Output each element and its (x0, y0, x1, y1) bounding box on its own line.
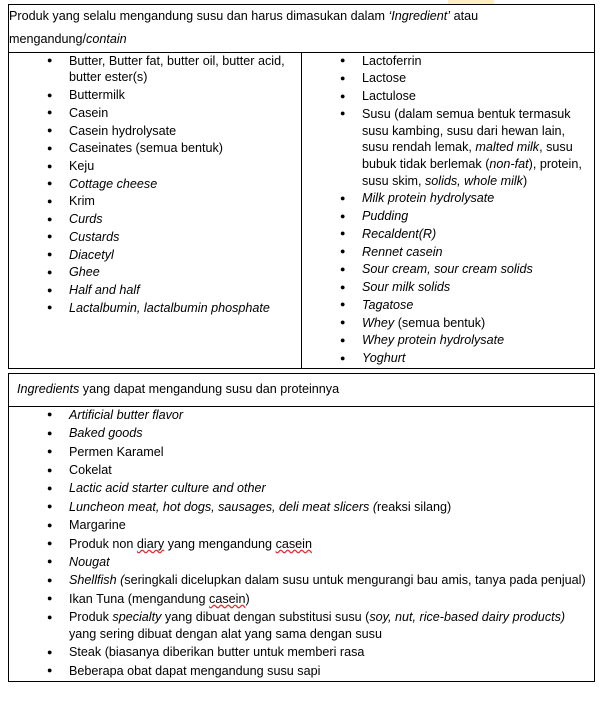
section1-right-item-text: Yoghurt (362, 351, 406, 366)
section2-item-text: Baked goods (69, 426, 143, 441)
list-item (47, 87, 301, 104)
section2-item-text: Beberapa obat dapat mengandung susu sapi (69, 663, 321, 678)
italic-run: Luncheon meat, hot dogs, sausages, deli meat slicers ( (69, 499, 378, 514)
section2-list (9, 407, 594, 680)
list-item (340, 226, 594, 243)
section1-left-item-text: Half and half (69, 283, 140, 298)
section1-left-item-text: Buttermilk (69, 88, 125, 103)
list-item (47, 462, 594, 479)
list-item (340, 53, 594, 70)
section1-right-item-text: Milk protein hydrolysate (362, 191, 495, 206)
list-item (340, 88, 594, 105)
section2-item-text: Produk specialty yang dibuat dengan substitusi susu (soy, nut, rice-based dairy products) yang sering dibuat dengan alat yang sama dengan susu (69, 610, 566, 641)
list-item (340, 244, 594, 261)
italic-run: solids, whole milk (424, 173, 523, 188)
spellcheck-run: casein (209, 591, 246, 606)
list-item (340, 279, 594, 296)
italic-run: non-fat (489, 157, 529, 171)
section1-left-item-text: Lactalbumin, lactalbumin phosphate (69, 300, 270, 315)
section2-item-text: Nougat (69, 554, 110, 569)
section2-item-text: Luncheon meat, hot dogs, sausages, deli meat slicers (reaksi silang) (69, 499, 452, 514)
list-item (47, 105, 301, 122)
list-item (340, 332, 594, 349)
list-item (47, 663, 594, 680)
italic-run: soy, nut, rice-based dairy products) (369, 610, 566, 625)
section1-left-item-text: Diacetyl (69, 247, 114, 262)
list-item (47, 572, 594, 589)
list-item (47, 554, 594, 571)
section2-header-row (9, 373, 595, 406)
section2-item-text: Margarine (69, 518, 126, 533)
list-item (47, 536, 594, 553)
section1-right-column-cell (302, 52, 595, 368)
section1-left-item-text: Butter, Butter fat, butter oil, butter acid, butter ester(s) (69, 53, 285, 85)
section2-item-text: Permen Karamel (69, 444, 164, 459)
section1-right-item-text: Pudding (362, 209, 409, 224)
list-item (47, 53, 301, 86)
section1-left-item-text: Casein hydrolysate (69, 123, 177, 138)
list-item (47, 444, 594, 461)
section1-right-item-text: Whey protein hydrolysate (362, 333, 505, 348)
list-item (47, 211, 301, 228)
section1-right-list (302, 53, 594, 367)
section2-header-text-2: yang dapat mengandung susu dan proteinnya (79, 381, 340, 396)
section1-right-item-text: Recaldent(R) (362, 226, 437, 241)
list-item (47, 499, 594, 516)
section1-left-item-text: Ghee (69, 265, 100, 280)
list-item (47, 517, 594, 534)
list-item (47, 480, 594, 497)
section2-item-text: Lactic acid starter culture and other (69, 481, 266, 496)
section1-left-item-text: Curds (69, 212, 103, 227)
list-item (47, 123, 301, 140)
list-item (340, 315, 594, 332)
section1-left-column-cell (9, 52, 302, 368)
section1-left-list (9, 53, 301, 317)
section2-header-cell (9, 373, 595, 406)
section1-left-item-text: Custards (69, 229, 120, 244)
section1-right-item-text: Sour milk solids (362, 280, 451, 295)
list-item (340, 350, 594, 367)
section2-item-text: Produk non diary yang mengandung casein (69, 536, 312, 551)
section2-list-cell (9, 406, 595, 681)
list-item (47, 193, 301, 210)
section1-left-item-text: Casein (69, 105, 109, 120)
section1-header-row (9, 5, 595, 53)
section1-right-item-text: Whey (semua bentuk) (362, 315, 486, 330)
always-contains-milk-table (8, 4, 595, 369)
section1-left-item-text: Caseinates (semua bentuk) (69, 141, 224, 156)
section2-item-text: Artificial butter flavor (69, 407, 184, 422)
section1-right-item-text: Lactose (362, 71, 407, 86)
spellcheck-run: casein (275, 536, 312, 551)
list-item (47, 644, 594, 661)
italic-run: Whey (362, 315, 395, 330)
list-item (47, 264, 301, 281)
list-item (340, 70, 594, 87)
section1-left-item-text: Cottage cheese (69, 176, 158, 191)
section1-left-item-text: Keju (69, 159, 95, 173)
italic-run: Shellfish ( (69, 573, 125, 588)
list-item (47, 229, 301, 246)
section1-header-cell (9, 5, 595, 53)
section1-list-row (9, 52, 595, 368)
list-item (47, 591, 594, 608)
list-item (47, 425, 594, 442)
section2-header-text-1: Ingredients (17, 381, 80, 396)
list-item (340, 208, 594, 225)
section2-item-text: Cokelat (69, 463, 112, 478)
section1-header-text-3: atau mengandung/ (9, 9, 479, 47)
section1-left-item-text: Krim (69, 194, 95, 209)
list-item (47, 407, 594, 424)
section2-item-text: Steak (biasanya diberikan butter untuk memberi rasa (69, 645, 365, 660)
list-item (47, 300, 301, 317)
italic-run: malted milk (475, 140, 540, 155)
list-item (340, 106, 594, 190)
document-tables (8, 4, 595, 682)
section2-list-row (9, 406, 595, 681)
italic-run: specialty (112, 610, 162, 625)
list-item (340, 261, 594, 278)
section1-header-text-2: ‘Ingredient’ (388, 9, 451, 23)
section1-right-item-text: Sour cream, sour cream solids (362, 262, 533, 277)
may-contain-milk-table (8, 373, 595, 682)
list-item (340, 297, 594, 314)
section1-right-item-text: Lactulose (362, 89, 416, 104)
list-item (47, 140, 301, 157)
section1-right-item-text: Tagatose (362, 297, 414, 312)
spellcheck-run: diary (136, 536, 165, 551)
section1-header-text-4: contain (86, 32, 127, 47)
list-item (47, 158, 301, 175)
section1-header-text-1: Produk yang selalu mengandung susu dan harus dimasukan dalam (9, 9, 389, 23)
section1-right-item-text: Rennet casein (362, 244, 443, 259)
list-item (47, 247, 301, 264)
list-item (47, 282, 301, 299)
list-item (47, 609, 594, 643)
section1-right-item-text: Susu (dalam semua bentuk termasuk susu kambing, susu dari hewan lain, susu rendah lemak, malted milk, susu bubuk tidak berlemak (non-fat), protein, susu skim, solids, whole milk) (362, 106, 582, 188)
list-item (340, 190, 594, 207)
list-item (47, 176, 301, 193)
section1-right-item-text: Lactoferrin (362, 53, 422, 68)
section2-item-text: Shellfish (seringkali dicelupkan dalam susu untuk mengurangi bau amis, tanya pada penjual) (69, 573, 586, 588)
section2-item-text: Ikan Tuna (mengandung casein) (69, 591, 250, 606)
